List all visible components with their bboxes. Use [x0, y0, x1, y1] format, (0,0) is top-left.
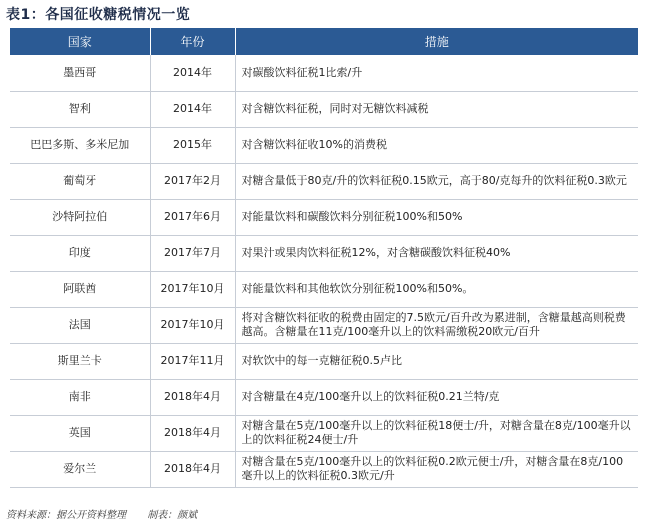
- measure-cell: 对碳酸饮料征税1比索/升: [235, 55, 638, 91]
- country-cell: 法国: [10, 307, 150, 343]
- source-note: 资料来源：据公开资料整理: [6, 510, 126, 521]
- year-cell: 2017年2月: [150, 163, 235, 199]
- header-measure: 措施: [235, 28, 638, 55]
- year-cell: 2014年: [150, 55, 235, 91]
- table-row: [10, 235, 638, 271]
- year-cell: 2018年4月: [150, 451, 235, 487]
- year-cell: 2017年11月: [150, 343, 235, 379]
- year-cell: 2018年4月: [150, 379, 235, 415]
- table-row: [10, 379, 638, 415]
- footer-note: [6, 506, 215, 521]
- header-year: 年份: [150, 28, 235, 55]
- table-body: [10, 55, 638, 487]
- year-cell: 2018年4月: [150, 415, 235, 451]
- table-row: [10, 127, 638, 163]
- table-header-row: [10, 28, 638, 55]
- country-cell: 南非: [10, 379, 150, 415]
- author-note: 制表：颜斌: [147, 510, 198, 521]
- measure-cell: 对软饮中的每一克糖征税0.5卢比: [235, 343, 638, 379]
- table-row: [10, 451, 638, 487]
- measure-cell: 对果汁或果肉饮料征税12%，对含糖碳酸饮料征税40%: [235, 235, 638, 271]
- measure-cell: 对糖含量在5克/100毫升以上的饮料征税0.2欧元便士/升，对糖含量在8克/100毫升以上的饮料征税0.3欧元/升: [235, 451, 638, 487]
- measure-cell: 对含糖饮料征收10%的消费税: [235, 127, 638, 163]
- measure-cell: 对糖含量低于80克/升的饮料征税0.15欧元，高于80/克每升的饮料征税0.3欧元: [235, 163, 638, 199]
- measure-cell: 对含糖量在4克/100毫升以上的饮料征税0.21兰特/克: [235, 379, 638, 415]
- table-row: [10, 307, 638, 343]
- sugar-tax-table: [10, 28, 638, 488]
- table-row: [10, 163, 638, 199]
- country-cell: 阿联酋: [10, 271, 150, 307]
- table-row: [10, 55, 638, 91]
- header-country: 国家: [10, 28, 150, 55]
- country-cell: 葡萄牙: [10, 163, 150, 199]
- country-cell: 墨西哥: [10, 55, 150, 91]
- table-row: [10, 271, 638, 307]
- table-row: [10, 199, 638, 235]
- year-cell: 2014年: [150, 91, 235, 127]
- country-cell: 巴巴多斯、多米尼加: [10, 127, 150, 163]
- year-cell: 2017年7月: [150, 235, 235, 271]
- year-cell: 2017年10月: [150, 271, 235, 307]
- measure-cell: 对能量饮料和其他软饮分别征税100%和50%。: [235, 271, 638, 307]
- year-cell: 2017年10月: [150, 307, 235, 343]
- year-cell: 2017年6月: [150, 199, 235, 235]
- country-cell: 英国: [10, 415, 150, 451]
- country-cell: 印度: [10, 235, 150, 271]
- table-title: 表1：各国征收糖税情况一览: [6, 7, 191, 23]
- measure-cell: 将对含糖饮料征收的税费由固定的7.5欧元/百升改为累进制，含糖量越高则税费越高。含糖量在11克/100毫升以上的饮料需缴税20欧元/百升: [235, 307, 638, 343]
- measure-cell: 对能量饮料和碳酸饮料分别征税100%和50%: [235, 199, 638, 235]
- measure-cell: 对糖含量在5克/100毫升以上的饮料征税18便士/升，对糖含量在8克/100毫升以上的饮料征税24便士/升: [235, 415, 638, 451]
- year-cell: 2015年: [150, 127, 235, 163]
- table-row: [10, 91, 638, 127]
- table-row: [10, 343, 638, 379]
- country-cell: 沙特阿拉伯: [10, 199, 150, 235]
- country-cell: 爱尔兰: [10, 451, 150, 487]
- measure-cell: 对含糖饮料征税，同时对无糖饮料减税: [235, 91, 638, 127]
- country-cell: 智利: [10, 91, 150, 127]
- country-cell: 斯里兰卡: [10, 343, 150, 379]
- table-row: [10, 415, 638, 451]
